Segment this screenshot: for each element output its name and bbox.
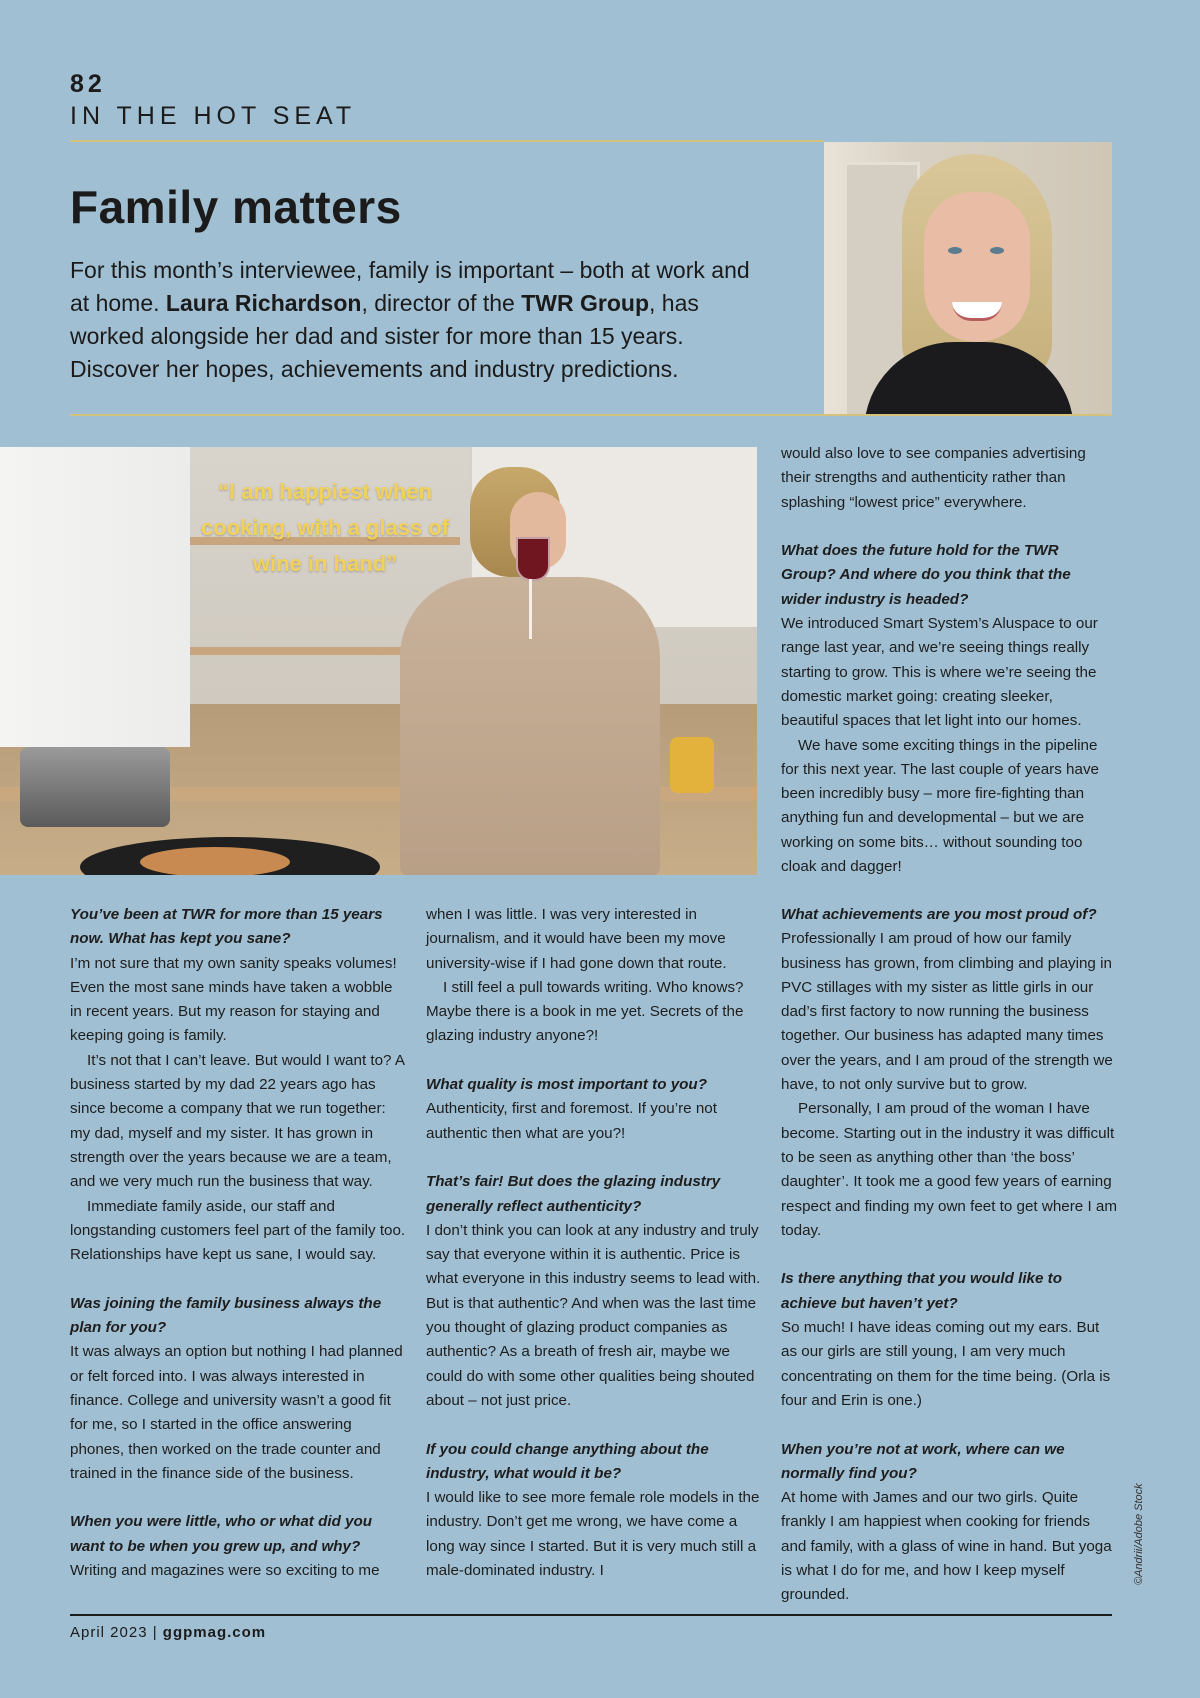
paragraph: I don’t think you can look at any industry and truly say that everyone within it is authentic. Price is what everyone in this industry seems to lead with. But is that authentic? And when was the last time you thought of glazing product companies as authentic? As a breath of fresh air, maybe we could do with some other qualities being shouted about – not just price. — [426, 1221, 761, 1409]
standfirst-part1: For this month’s interviewee, family is important – both at work and at home. — [70, 257, 750, 316]
standfirst-part3: , has worked alongside her dad and sister for more than 15 years. Discover her hopes, achievements and industry predictions. — [70, 290, 699, 382]
article-column-3 — [781, 903, 1117, 1608]
issue-date: April 2023 — [70, 1624, 148, 1641]
article-column-1 — [70, 903, 406, 1583]
top-divider — [70, 140, 824, 142]
paragraph: I still feel a pull towards writing. Who knows? Maybe there is a book in me yet. Secrets of the glazing industry anyone?! — [426, 978, 744, 1045]
interviewee-name: Laura Richardson — [165, 290, 362, 316]
headline: Family matters — [70, 181, 402, 233]
question: If you could change anything about the industry, what would it be? — [426, 1440, 709, 1482]
paragraph: We introduced Smart System’s Aluspace to our range last year, and we’re seeing things really starting to grow. This is where we’re seeing the domestic market going: creating sleeker, beautiful spaces that let light into our homes. — [781, 615, 1098, 730]
question: Was joining the family business always the plan for you? — [70, 1294, 382, 1337]
article-column-right-top — [781, 442, 1113, 879]
paragraph: Personally, I am proud of the woman I have become. Starting out in the industry it was difficult to be seen as anything other than ‘the boss’ daughter’. It took me a good few years of earning respect and finding my own feet to get where I am today. — [781, 1100, 1117, 1239]
question: That’s fair! But does the glazing industry generally reflect authenticity? — [426, 1173, 721, 1215]
portrait-photo — [824, 142, 1112, 414]
portrait-left-eye — [948, 247, 962, 254]
paragraph: We have some exciting things in the pipeline for this next year. The last couple of years have been incredibly busy – more fire-fighting than anything fun and developmental – but we are working on some bits… without sounding too cloak and dagger! — [781, 736, 1099, 876]
question: What quality is most important to you? — [426, 1076, 707, 1094]
footer-divider — [70, 1614, 1112, 1616]
paragraph: I would like to see more female role models in the industry. Don’t get me wrong, we have come a long way since I started. But it is very much still a male-dominated industry. I — [426, 1489, 760, 1580]
page-number: 82 — [70, 70, 106, 98]
pull-quote: “I am happiest when cooking, with a glass of wine in hand” — [200, 479, 450, 576]
footer — [70, 1624, 266, 1641]
site-link[interactable]: ggpmag.com — [162, 1624, 267, 1641]
wine-glass-icon — [516, 537, 550, 581]
paragraph: So much! I have ideas coming out my ears. But as our girls are still young, I am very much concentrating on them for the time being. (Orla is four and Erin is one.) — [781, 1319, 1111, 1409]
paragraph: Writing and magazines were so exciting to me — [70, 1562, 380, 1580]
question: When you were little, who or what did you want to be when you grew up, and why? — [70, 1513, 373, 1555]
kitchen-window — [0, 447, 190, 747]
paragraph: Professionally I am proud of how our family business has grown, from climbing and playing in PVC stillages with my sister as little girls in our dad’s first factory to now running the business together. Our business has adapted many times over the years, and I am proud of the strength we have, to not only survive but to grow. — [781, 930, 1113, 1094]
standfirst-part2: , director of the — [361, 290, 522, 316]
company-name: TWR Group — [521, 290, 649, 316]
question: When you’re not at work, where can we normally find you? — [781, 1440, 1065, 1482]
paragraph: It’s not that I can’t leave. But would I want to? A business started by my dad 22 years ago has since become a company that we run together: my dad, myself and my sister. It has grown in strength over the years because we are a team, and we very much run the business that way. — [70, 1051, 405, 1191]
paragraph: At home with James and our two girls. Quite frankly I am happiest when cooking for friends and family, with a glass of wine in hand. But yoga is what I do for me, and how I keep myself grounded. — [781, 1489, 1112, 1604]
standfirst-divider — [70, 414, 1112, 416]
photo-credit: ©Andrii/Adobe Stock — [1133, 1483, 1145, 1585]
standfirst — [70, 254, 770, 386]
paragraph: Immediate family aside, our staff and longstanding customers feel part of the family too. Relationships have kept us sane, I would say. — [70, 1197, 406, 1264]
article-column-2 — [426, 903, 762, 1583]
paragraph: I’m not sure that my own sanity speaks volumes! Even the most sane minds have taken a wobble in recent years. But my reason for staying and keeping going is family. — [70, 954, 397, 1045]
paragraph: Authenticity, first and foremost. If you’re not authentic then what are you?! — [426, 1100, 717, 1142]
wine-glass-stem — [529, 579, 532, 639]
paragraph: It was always an option but nothing I had planned or felt forced into. I was always interested in finance. College and university wasn’t a good fit for me, so I started in the office answering phones, then worked on the trade counter and trained in the finance side of the business. — [70, 1343, 403, 1482]
paragraph: when I was little. I was very interested in journalism, and it would have been my move university-wise if I had gone down that route. — [426, 906, 727, 972]
footer-separator: | — [147, 1624, 163, 1641]
question: You’ve been at TWR for more than 15 years now. What has kept you sane? — [70, 906, 383, 948]
kitchen-food — [140, 847, 290, 875]
kitchen-yellow-jug — [670, 737, 714, 793]
section-title: IN THE HOT SEAT — [70, 102, 357, 130]
portrait-right-eye — [990, 247, 1004, 254]
question: Is there anything that you would like to achieve but haven’t yet? — [781, 1270, 1062, 1312]
question: What achievements are you most proud of? — [781, 906, 1097, 923]
paragraph: would also love to see companies advertising their strengths and authenticity rather than splashing “lowest price” everywhere. — [781, 445, 1086, 511]
kitchen-pot — [20, 747, 170, 827]
question: What does the future hold for the TWR Group? And where do you think that the wider industry is headed? — [781, 542, 1071, 608]
